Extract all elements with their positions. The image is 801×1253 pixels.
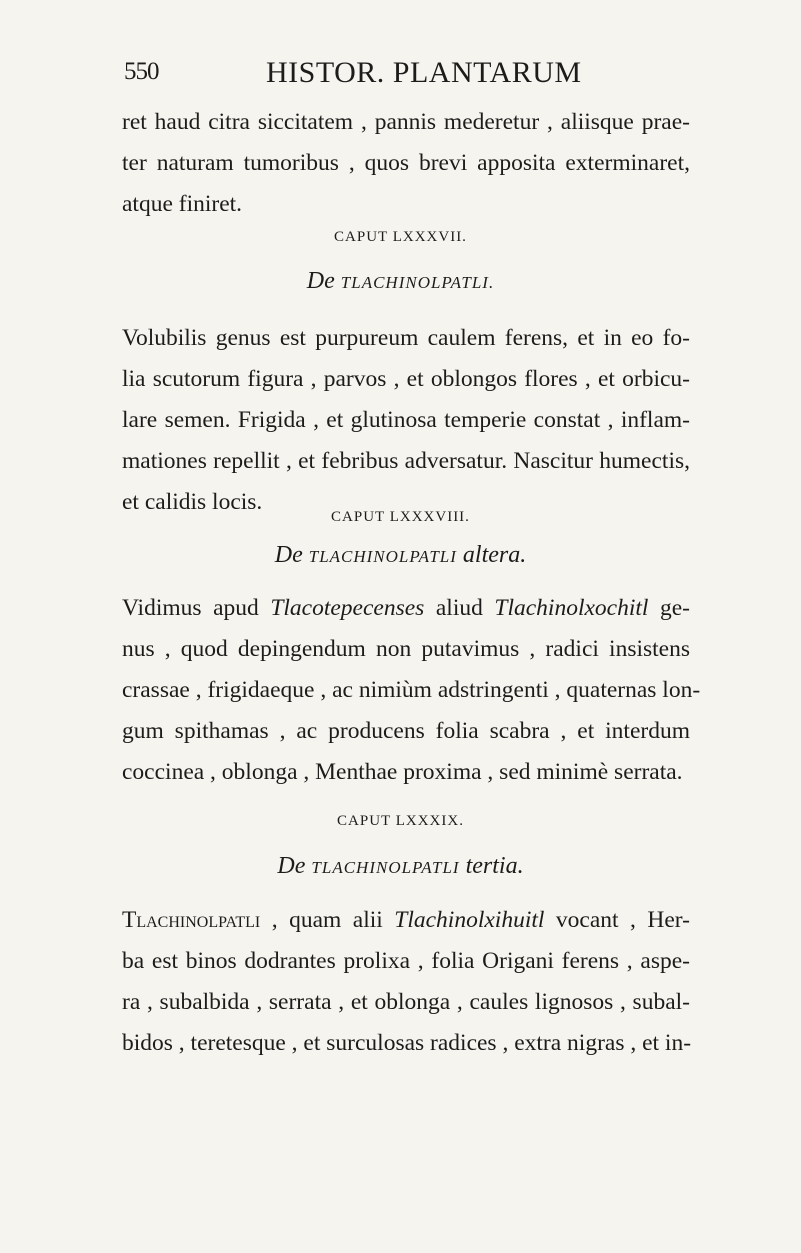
subtitle-prefix: De	[306, 268, 335, 294]
text-line: lare semen. Frigida , et glutinosa temperie constat , inflam-	[122, 407, 690, 433]
chapter-subtitle	[0, 268, 801, 295]
subtitle-prefix: De	[274, 542, 303, 568]
text-run: Vidimus apud	[122, 595, 271, 621]
text-run: aliud	[424, 595, 495, 621]
subtitle-prefix: De	[277, 853, 306, 879]
text-run: , quam alii	[260, 907, 395, 933]
text-line: ter naturam tumoribus , quos brevi apposita exterminaret,	[122, 150, 690, 176]
chapter-heading: CAPUT LXXXVIII.	[331, 509, 470, 525]
text-line: crassae , frigidaeque , ac nimiùm adstringenti , quaternas lon-	[122, 677, 701, 703]
text-line	[122, 588, 690, 629]
text-line: gum spithamas , ac producens folia scabra , et interdum	[122, 718, 690, 744]
text-line: lia scutorum figura , parvos , et oblongos flores , et orbicu-	[122, 366, 690, 392]
chapter-heading: CAPUT LXXXIX.	[337, 813, 464, 829]
text-line: atque finiret.	[122, 191, 243, 217]
plant-name-lead: Tlachinolpatli	[122, 907, 261, 933]
page-number: 550	[124, 58, 159, 85]
text-line: coccinea , oblonga , Menthae proxima , sed minimè serrata.	[122, 759, 683, 785]
text-line	[122, 900, 690, 941]
chapter-subtitle	[0, 542, 801, 569]
subtitle-name: TLACHINOLPATLI	[308, 547, 457, 566]
chapter-subtitle	[0, 853, 801, 880]
text-line: mationes repellit , et febribus adversatur. Nascitur humectis,	[122, 448, 690, 474]
subtitle-name: TLACHINOLPATLI	[311, 858, 460, 877]
text-line: nus , quod depingendum non putavimus , radici insistens	[122, 636, 690, 662]
text-line: bidos , teretesque , et surculosas radices , extra nigras , et in-	[122, 1030, 692, 1056]
chapter-paragraph	[122, 318, 690, 523]
chapter-paragraph	[122, 588, 701, 793]
chapter-heading: CAPUT LXXXVII.	[334, 229, 467, 245]
running-head	[0, 56, 801, 96]
intro-paragraph	[122, 102, 690, 225]
subtitle-suffix: tertia.	[465, 853, 524, 879]
text-line: et calidis locis.	[122, 489, 263, 515]
chapter-paragraph	[122, 900, 690, 1064]
place-name: Tlacotepecenses	[270, 595, 425, 621]
text-line: ret haud citra siccitatem , pannis mederetur , aliisque prae-	[122, 109, 690, 135]
text-line: Volubilis genus est purpureum caulem ferens, et in eo fo-	[122, 325, 690, 351]
plant-name: Tlachinolxihuitl	[394, 907, 545, 933]
text-run: ge-	[648, 595, 690, 621]
plant-name: Tlachinolxochitl	[494, 595, 649, 621]
text-line: ba est binos dodrantes prolixa , folia Origani ferens , aspe-	[122, 948, 690, 974]
running-title: HISTOR. PLANTARUM	[266, 56, 582, 89]
subtitle-suffix: altera.	[462, 542, 527, 568]
text-run: vocant , Her-	[544, 907, 690, 933]
text-line: ra , subalbida , serrata , et oblonga , caules lignosos , subal-	[122, 989, 690, 1015]
subtitle-name: TLACHINOLPATLI.	[340, 273, 495, 292]
